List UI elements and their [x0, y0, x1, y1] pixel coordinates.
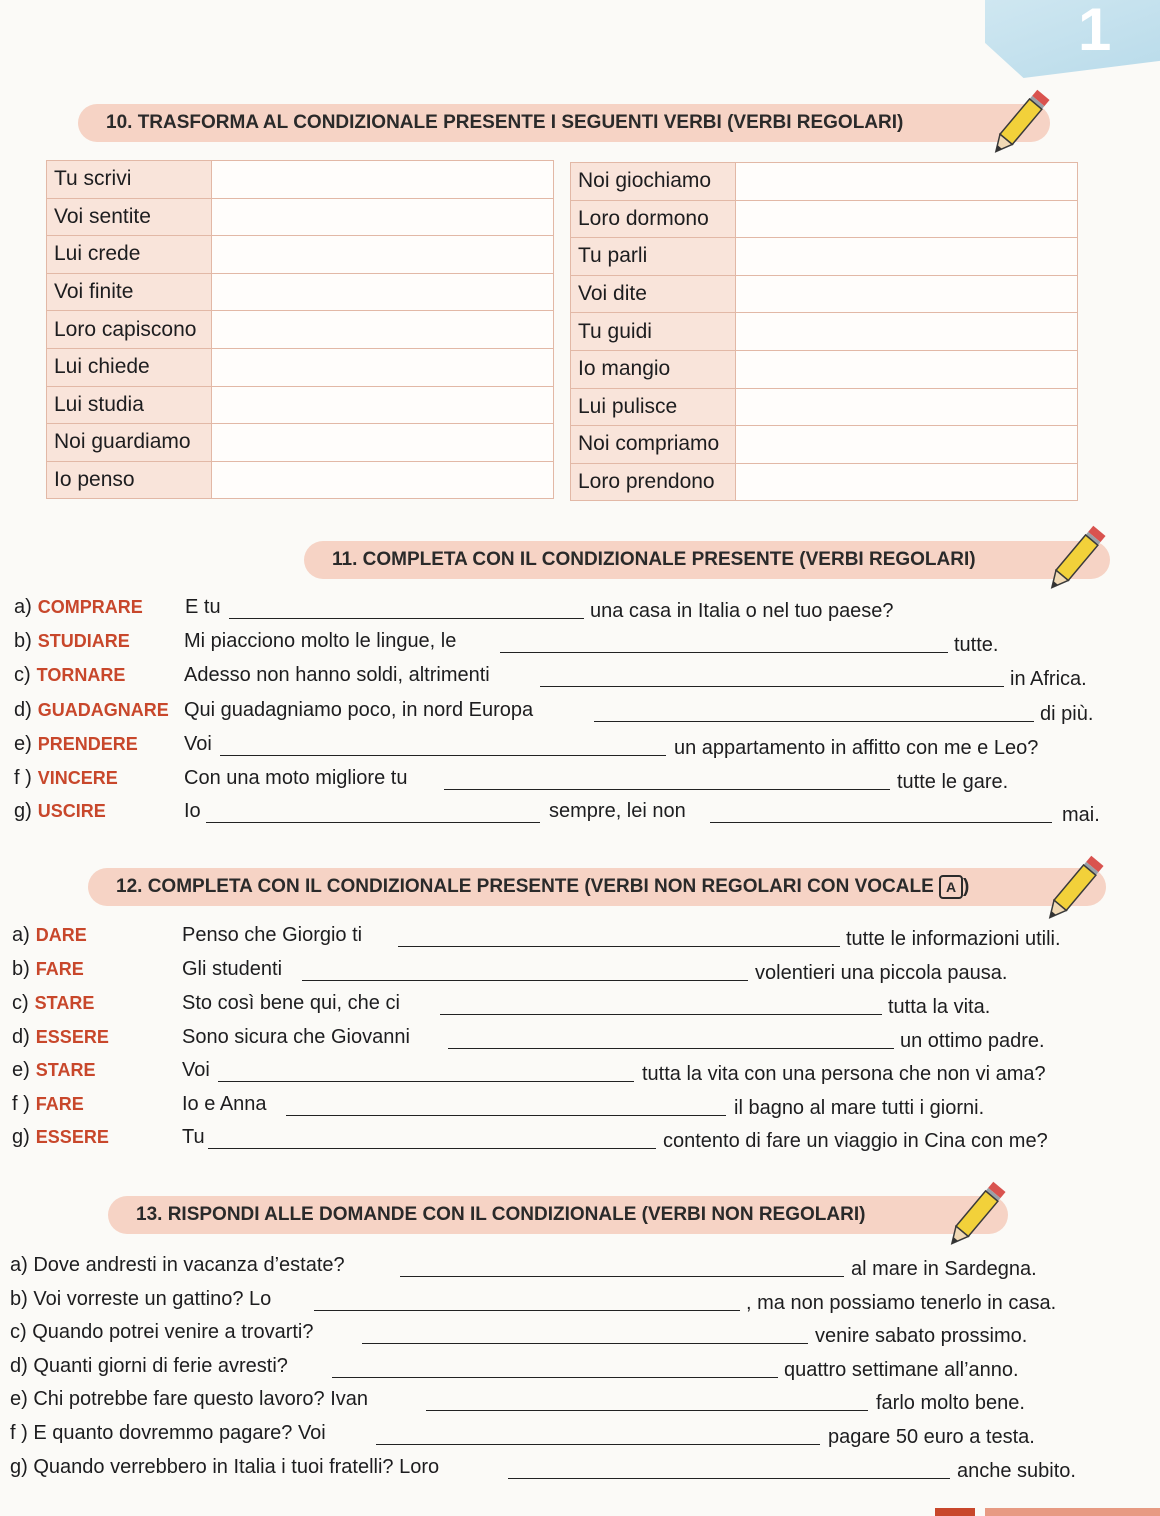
table-row	[571, 350, 1078, 388]
answer-end: quattro settimane all’anno.	[784, 1359, 1019, 1381]
sentence-start: E tu	[185, 596, 221, 618]
table-row	[47, 386, 554, 424]
verb-infinitive: VINCERE	[37, 768, 118, 788]
answer-blank[interactable]	[376, 1444, 820, 1445]
sentence-start: Con una moto migliore tu	[184, 767, 408, 789]
item-letter: f )	[12, 1093, 30, 1115]
pencil-icon	[940, 1174, 1010, 1258]
sentence-start: Voi	[182, 1059, 210, 1081]
answer-blank[interactable]	[508, 1478, 950, 1479]
verb-subject-cell: Voi dite	[571, 275, 736, 313]
pencil-icon	[1038, 848, 1108, 932]
answer-cell[interactable]	[212, 311, 554, 349]
verb-subject-cell: Lui pulisce	[571, 388, 736, 426]
ex12-title-end: )	[963, 876, 970, 897]
item-letter: d)	[12, 1026, 30, 1048]
sentence-start: Penso che Giorgio ti	[182, 924, 363, 946]
answer-cell[interactable]	[736, 200, 1078, 238]
item-letter: e)	[12, 1059, 30, 1081]
verb-subject-cell: Loro prendono	[571, 463, 736, 501]
item-label	[14, 630, 130, 653]
answer-cell[interactable]	[212, 273, 554, 311]
verb-infinitive: STARE	[34, 993, 95, 1013]
sentence-start: Voi	[184, 733, 212, 755]
answer-blank[interactable]	[302, 980, 748, 981]
answer-cell[interactable]	[212, 348, 554, 386]
answer-cell[interactable]	[212, 461, 554, 499]
answer-blank[interactable]	[400, 1276, 844, 1277]
table-row	[47, 236, 554, 274]
page-edge-band	[985, 1508, 1160, 1516]
answer-blank[interactable]	[220, 755, 666, 756]
item-label	[14, 664, 125, 687]
verb-infinitive: FARE	[35, 1094, 84, 1114]
ex11-title: 11. COMPLETA CON IL CONDIZIONALE PRESENTE (VERBI REGOLARI)	[304, 541, 1110, 579]
question-text: a) Dove andresti in vacanza d’estate?	[10, 1254, 345, 1276]
chapter-number: 1	[1078, 0, 1112, 63]
answer-blank[interactable]	[206, 822, 540, 823]
answer-blank[interactable]	[314, 1310, 740, 1311]
verb-subject-cell: Lui crede	[47, 236, 212, 274]
table-row	[571, 426, 1078, 464]
sentence-start: Io	[184, 800, 201, 822]
item-label	[14, 767, 118, 790]
answer-blank[interactable]	[440, 1014, 882, 1015]
question-text: c) Quando potrei venire a trovarti?	[10, 1321, 314, 1343]
answer-blank[interactable]	[710, 822, 1052, 823]
answer-blank[interactable]	[426, 1410, 868, 1411]
sentence-start: Io e Anna	[182, 1093, 267, 1115]
sentence-end: in Africa.	[1010, 668, 1087, 690]
verb-infinitive: PRENDERE	[37, 734, 138, 754]
item-letter: g)	[12, 1126, 30, 1148]
item-letter: b)	[12, 958, 30, 980]
verb-infinitive: USCIRE	[37, 801, 106, 821]
answer-cell[interactable]	[212, 424, 554, 462]
item-label	[12, 958, 84, 981]
sentence-start: Sto così bene qui, che ci	[182, 992, 400, 1014]
table-row	[47, 273, 554, 311]
question-text: e) Chi potrebbe fare questo lavoro? Ivan	[10, 1388, 368, 1410]
table-row	[571, 163, 1078, 201]
sentence-start: Mi piacciono molto le lingue, le	[184, 630, 457, 652]
answer-end: , ma non possiamo tenerlo in casa.	[746, 1292, 1057, 1314]
answer-cell[interactable]	[736, 275, 1078, 313]
answer-blank[interactable]	[444, 789, 890, 790]
question-text: f ) E quanto dovremmo pagare? Voi	[10, 1422, 326, 1444]
answer-blank[interactable]	[594, 721, 1034, 722]
question-text: g) Quando verrebbero in Italia i tuoi fratelli? Loro	[10, 1456, 440, 1478]
sentence-end: un appartamento in affitto con me e Leo?	[674, 737, 1039, 759]
item-letter: g)	[14, 800, 32, 822]
sentence-end: un ottimo padre.	[900, 1030, 1045, 1052]
answer-end: al mare in Sardegna.	[851, 1258, 1037, 1280]
verb-subject-cell: Noi giochiamo	[571, 163, 736, 201]
ex12-title	[88, 868, 1106, 906]
answer-cell[interactable]	[212, 161, 554, 199]
item-letter: a)	[14, 596, 32, 618]
table-row	[47, 311, 554, 349]
answer-end: farlo molto bene.	[876, 1392, 1025, 1414]
table-row	[47, 424, 554, 462]
answer-blank[interactable]	[500, 652, 948, 653]
verb-infinitive: FARE	[35, 959, 84, 979]
sentence-end: contento di fare un viaggio in Cina con me?	[663, 1130, 1048, 1152]
question-text: b) Voi vorreste un gattino? Lo	[10, 1288, 272, 1310]
answer-end: pagare 50 euro a testa.	[828, 1426, 1035, 1448]
item-label	[14, 699, 169, 722]
table-row	[571, 238, 1078, 276]
item-letter: c)	[12, 992, 29, 1014]
answer-blank[interactable]	[286, 1115, 726, 1116]
item-label	[14, 800, 106, 823]
answer-blank[interactable]	[208, 1148, 656, 1149]
answer-end: venire sabato prossimo.	[815, 1325, 1028, 1347]
verb-infinitive: ESSERE	[35, 1127, 109, 1147]
item-label	[12, 1126, 109, 1149]
verb-infinitive: ESSERE	[35, 1027, 109, 1047]
answer-cell[interactable]	[736, 463, 1078, 501]
sentence-end: il bagno al mare tutti i giorni.	[734, 1097, 985, 1119]
verb-subject-cell: Tu parli	[571, 238, 736, 276]
ex12-title-text: 12. COMPLETA CON IL CONDIZIONALE PRESENTE (VERBI NON REGOLARI CON VOCALE	[116, 876, 934, 897]
pencil-icon	[984, 84, 1054, 164]
verb-subject-cell: Tu scrivi	[47, 161, 212, 199]
sentence-start: Qui guadagniamo poco, in nord Europa	[184, 699, 534, 721]
verb-infinitive: GUADAGNARE	[37, 700, 169, 720]
answer-cell[interactable]	[212, 236, 554, 274]
verb-subject-cell: Loro capiscono	[47, 311, 212, 349]
sentence-end: tutta la vita.	[888, 996, 991, 1018]
page-edge-accent	[935, 1508, 975, 1516]
ex10-left-table	[46, 160, 554, 499]
ex10-title: 10. TRASFORMA AL CONDIZIONALE PRESENTE I SEGUENTI VERBI (VERBI REGOLARI)	[78, 104, 1050, 142]
question-text: d) Quanti giorni di ferie avresti?	[10, 1355, 288, 1377]
item-label	[12, 1026, 109, 1049]
verb-infinitive: TORNARE	[36, 665, 126, 685]
answer-blank[interactable]	[362, 1343, 808, 1344]
item-letter: b)	[14, 630, 32, 652]
answer-cell[interactable]	[736, 238, 1078, 276]
answer-cell[interactable]	[736, 426, 1078, 464]
vowel-a-symbol: A	[939, 875, 963, 899]
sentence-start: Gli studenti	[182, 958, 283, 980]
table-row	[47, 348, 554, 386]
sentence-end: tutta la vita con una persona che non vi ama?	[642, 1063, 1046, 1085]
item-label	[14, 733, 138, 756]
verb-infinitive: DARE	[35, 925, 87, 945]
ex13-title: 13. RISPONDI ALLE DOMANDE CON IL CONDIZIONALE (VERBI NON REGOLARI)	[108, 1196, 1008, 1234]
answer-blank[interactable]	[448, 1048, 894, 1049]
verb-subject-cell: Noi compriamo	[571, 426, 736, 464]
table-row	[571, 275, 1078, 313]
answer-blank[interactable]	[540, 686, 1004, 687]
item-label	[12, 992, 94, 1015]
answer-cell[interactable]	[212, 198, 554, 236]
verb-subject-cell: Voi finite	[47, 273, 212, 311]
sentence-end: volentieri una piccola pausa.	[755, 962, 1008, 984]
sentence-start: Tu	[182, 1126, 205, 1148]
answer-blank[interactable]	[229, 618, 584, 619]
verb-subject-cell: Io penso	[47, 461, 212, 499]
verb-subject-cell: Tu guidi	[571, 313, 736, 351]
table-row	[571, 388, 1078, 426]
sentence-end: tutte.	[954, 634, 999, 656]
sentence-end: tutte le gare.	[897, 771, 1009, 793]
sentence-end: una casa in Italia o nel tuo paese?	[590, 600, 894, 622]
table-row	[47, 198, 554, 236]
table-row	[47, 161, 554, 199]
pencil-icon	[1040, 518, 1110, 602]
verb-infinitive: COMPRARE	[37, 597, 143, 617]
verb-subject-cell: Lui studia	[47, 386, 212, 424]
answer-blank[interactable]	[218, 1081, 634, 1082]
sentence-middle: sempre, lei non	[549, 800, 686, 822]
answer-blank[interactable]	[332, 1377, 778, 1378]
answer-cell[interactable]	[212, 386, 554, 424]
item-letter: c)	[14, 664, 31, 686]
ex10-right-table	[570, 162, 1078, 501]
table-row	[571, 463, 1078, 501]
item-letter: f )	[14, 767, 32, 789]
table-row	[571, 313, 1078, 351]
verb-subject-cell: Lui chiede	[47, 348, 212, 386]
sentence-start: Sono sicura che Giovanni	[182, 1026, 410, 1048]
answer-end: anche subito.	[957, 1460, 1076, 1482]
item-letter: e)	[14, 733, 32, 755]
answer-blank[interactable]	[398, 946, 840, 947]
table-row	[571, 200, 1078, 238]
answer-cell[interactable]	[736, 313, 1078, 351]
item-label	[12, 924, 87, 947]
verb-infinitive: STUDIARE	[37, 631, 130, 651]
sentence-end: tutte le informazioni utili.	[846, 928, 1061, 950]
verb-subject-cell: Voi sentite	[47, 198, 212, 236]
verb-subject-cell: Io mangio	[571, 350, 736, 388]
verb-subject-cell: Loro dormono	[571, 200, 736, 238]
sentence-start: Adesso non hanno soldi, altrimenti	[184, 664, 490, 686]
item-letter: d)	[14, 699, 32, 721]
item-label	[14, 596, 143, 619]
verb-subject-cell: Noi guardiamo	[47, 424, 212, 462]
table-row	[47, 461, 554, 499]
verb-infinitive: STARE	[35, 1060, 96, 1080]
sentence-end: mai.	[1062, 804, 1100, 826]
answer-cell[interactable]	[736, 350, 1078, 388]
chapter-corner-tab	[985, 0, 1160, 78]
answer-cell[interactable]	[736, 388, 1078, 426]
answer-cell[interactable]	[736, 163, 1078, 201]
item-letter: a)	[12, 924, 30, 946]
item-label	[12, 1059, 95, 1082]
item-label	[12, 1093, 84, 1116]
sentence-end: di più.	[1040, 703, 1094, 725]
